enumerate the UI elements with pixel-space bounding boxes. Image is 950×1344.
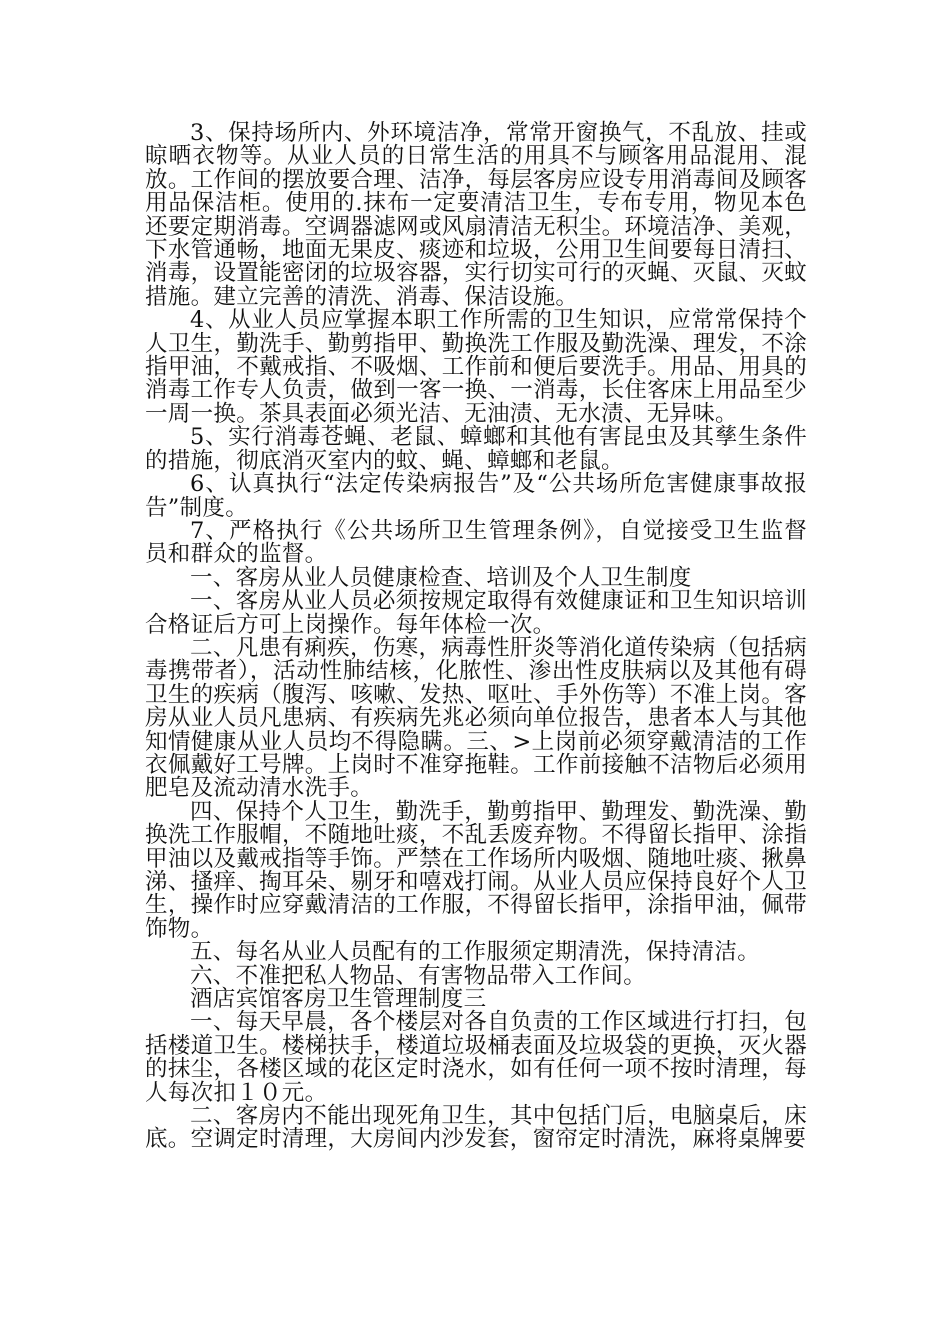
paragraph-room-corners: 二、客房内不能出现死角卫生，其中包括门后，电脑桌后，床底。空调定时清理，大房间内沙发套，窗帘定时清洗，麻将桌牌要 [145, 1103, 807, 1153]
section-heading-rules-three: 酒店宾馆客房卫生管理制度三 [190, 986, 487, 1013]
paragraph-uniform-cleaning: 五、每名从业人员配有的工作服须定期清洗，保持清洁。 [190, 939, 761, 966]
paragraph-disease-restrictions: 二、凡患有痢疾，伤寒，病毒性肝炎等消化道传染病（包括病毒携带者），活动性肺结核，化脓性、渗出性皮肤病以及其他有碍卫生的疾病（腹泻、咳嗽、发热、呕吐、手外伤等）不准上岗。客房从业人员凡患病、有疾病先兆必须向单位报告，患者本人与其他知情健康从业人员均不得隐瞒。三、>上岗前必须穿戴清洁的工作衣佩戴好工号牌。上岗时不准穿拖鞋。工作前接触不洁物后必须用肥皂及流动清水洗手。 [145, 634, 807, 802]
paragraph-item-7-regulations: 7、严格执行《公共场所卫生管理条例》，自觉接受卫生监督员和群众的监督。 [145, 517, 807, 568]
paragraph-personal-hygiene-rules: 四、保持个人卫生，勤洗手，勤剪指甲、勤理发、勤洗澡、勤换洗工作服帽，不随地吐痰，不乱丢废弃物。不得留长指甲、涂指甲油以及戴戒指等手饰。严禁在工作场所内吸烟、随地吐痰、揪鼻涕、搔痒、掏耳朵、剔牙和嘻戏打闹。从业人员应保持良好个人卫生，操作时应穿戴清洁的工作服，不得留长指甲，涂指甲油，佩带饰物。 [145, 798, 807, 942]
paragraph-no-personal-items: 六、不准把私人物品、有害物品带入工作间。 [190, 962, 647, 989]
paragraph-item-3-environment: 3、保持场所内、外环境洁净，常常开窗换气，不乱放、挂或晾晒衣物等。从业人员的日常生活的用具不与顾客用品混用、混放。工作间的摆放要合理、洁净，每层客房应设专用消毒间及顾客用品保洁柜。使用的.抹布一定要清洁卫生，专布专用，物见本色还要定期消毒。空调器滤网或风扇清洁无积尘。环境洁净、美观，下水管通畅，地面无果皮、痰迹和垃圾，公用卫生间要每日清扫、消毒，设置能密闭的垃圾容器，实行切实可行的灭蝇、灭鼠、灭蚊措施。建立完善的清洗、消毒、保洁设施。 [145, 120, 807, 310]
paragraph-health-certificate: 一、客房从业人员必须按规定取得有效健康证和卫生知识培训合格证后方可上岗操作。每年体检一次。 [145, 588, 807, 638]
paragraph-morning-cleaning: 一、每天早晨，各个楼层对各自负责的工作区域进行打扫，包括楼道卫生。楼梯扶手，楼道垃圾桶表面及垃圾袋的更换，灭火器的抹尘，各楼区域的花区定时浇水，如有任何一项不按时清理，每人每次扣１０元。 [145, 1009, 807, 1106]
document-body [145, 122, 807, 1152]
section-heading-health-check: 一、客房从业人员健康检查、培训及个人卫生制度 [190, 564, 692, 591]
paragraph-item-5-pest-control: 5、实行消毒苍蝇、老鼠、蟑螂和其他有害昆虫及其孳生条件的措施，彻底消灭室内的蚊、蝇、蟑螂和老鼠。 [145, 424, 807, 474]
paragraph-item-4-personal-hygiene: 4、从业人员应掌握本职工作所需的卫生知识，应常常保持个人卫生，勤洗手、勤剪指甲、勤换洗工作服及勤洗澡、理发，不涂指甲油，不戴戒指、不吸烟、工作前和便后要洗手。用品、用具的消毒工作专人负责，做到一客一换、一消毒，长住客床上用品至少一周一换。茶具表面必须光洁、无油渍、无水渍、无异味。 [145, 307, 807, 427]
paragraph-item-6-reporting: 6、认真执行“法定传染病报告”及“公共场所危害健康事故报告”制度。 [145, 471, 807, 521]
